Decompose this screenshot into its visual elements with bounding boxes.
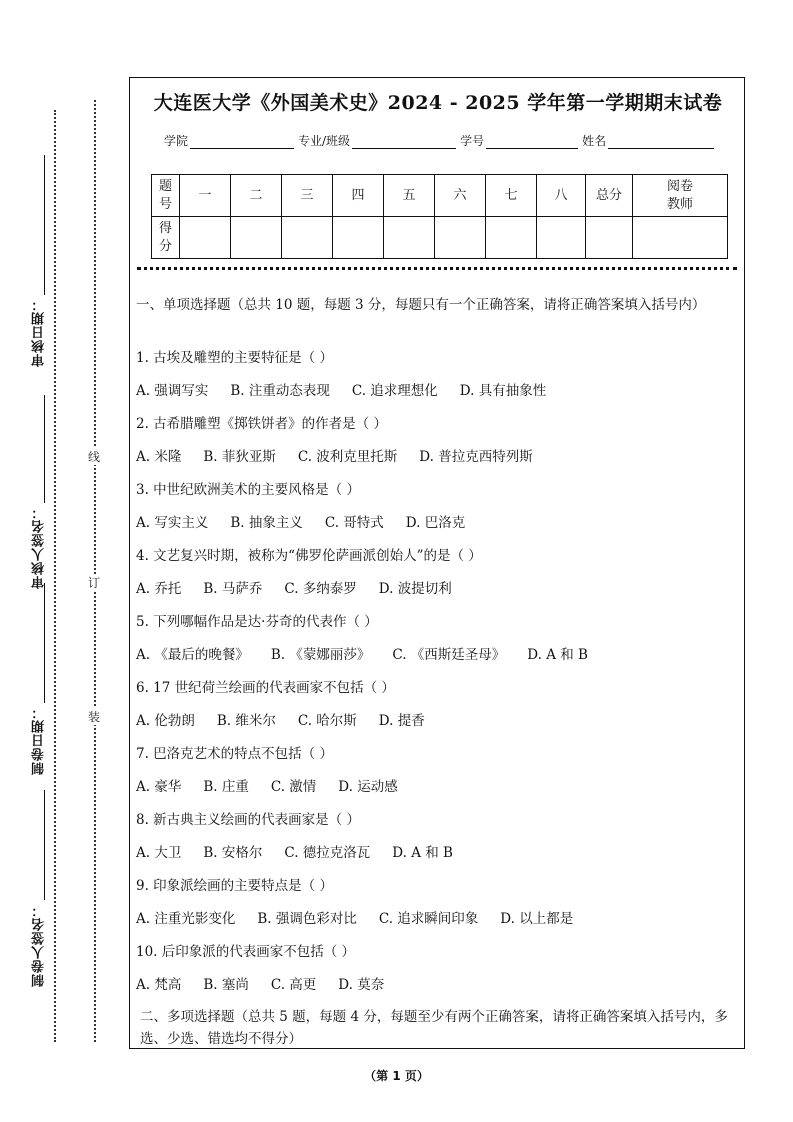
option[interactable]: A. 注重光影变化: [136, 911, 236, 927]
option[interactable]: C. 追求理想化: [351, 383, 438, 399]
option[interactable]: A. 米隆: [136, 449, 182, 465]
major-class-label: 专业/班级: [298, 134, 351, 148]
score-cell[interactable]: [384, 217, 435, 259]
score-cell[interactable]: [231, 217, 282, 259]
bind-char-staple: 订: [88, 576, 101, 590]
option[interactable]: A. 伦勃朗: [136, 713, 195, 729]
bind-char-bind: 装: [88, 710, 101, 724]
score-table-score-row: [152, 217, 728, 259]
option[interactable]: B. 强调色彩对比: [257, 911, 357, 927]
question-7-options: [136, 775, 420, 795]
score-table-header-row: [152, 175, 728, 217]
student-id-field[interactable]: [486, 134, 578, 149]
option[interactable]: D. 普拉克西特列斯: [419, 449, 533, 465]
option[interactable]: B. 《蒙娜丽莎》: [270, 647, 371, 663]
option[interactable]: D. 波提切利: [378, 581, 452, 597]
total-score-header: 总分: [586, 175, 633, 217]
option[interactable]: B. 抽象主义: [230, 515, 303, 531]
student-info-row: [164, 132, 718, 149]
college-label: 学院: [164, 134, 189, 148]
option[interactable]: D. 提香: [378, 713, 425, 729]
option[interactable]: A. 豪华: [136, 779, 182, 795]
option[interactable]: C. 追求瞬间印象: [378, 911, 479, 927]
dotted-separator: [137, 267, 737, 270]
section1-heading: 一、单项选择题（总共 10 题，每题 3 分，每题只有一个正确答案，请将正确答案填入括号内）: [136, 297, 706, 313]
question-8: 8. 新古典主义绘画的代表画家是（ ）: [136, 812, 360, 828]
option[interactable]: A. 《最后的晚餐》: [136, 647, 249, 663]
total-score-cell[interactable]: [586, 217, 633, 259]
option[interactable]: C. 波利克里托斯: [297, 449, 398, 465]
option[interactable]: D. 运动感: [338, 779, 398, 795]
score-col-header: 一: [180, 175, 231, 217]
question-3-options: [136, 511, 487, 531]
option[interactable]: B. 庄重: [203, 779, 249, 795]
option[interactable]: A. 乔托: [136, 581, 182, 597]
question-5: 5. 下列哪幅作品是达·芬奇的代表作（ ）: [136, 614, 378, 630]
binding-dotted-line: [94, 100, 96, 1042]
maker-date-line: [44, 583, 45, 703]
option[interactable]: D. 莫奈: [338, 977, 385, 993]
option[interactable]: C. 德拉克洛瓦: [284, 845, 371, 861]
option[interactable]: B. 维米尔: [216, 713, 276, 729]
score-col-header: 八: [537, 175, 586, 217]
option[interactable]: A. 梵高: [136, 977, 182, 993]
option[interactable]: C. 高更: [270, 977, 317, 993]
exam-frame: [129, 77, 745, 1049]
name-label: 姓名: [582, 134, 607, 148]
question-7: 7. 巴洛克艺术的特点不包括（ ）: [136, 746, 333, 762]
reviewer-date-label: 审核日期：: [32, 297, 47, 367]
option[interactable]: D. 以上都是: [500, 911, 574, 927]
score-col-header: 三: [282, 175, 333, 217]
question-1-options: [136, 379, 568, 399]
section2-heading: 二、多项选择题（总共 5 题，每题 4 分，每题至少有两个正确答案，请将正确答案填入括号内，多选、少选、错选均不得分）: [140, 1009, 728, 1047]
score-col-header: 四: [333, 175, 384, 217]
maker-date-label: 制卷日期：: [32, 705, 47, 775]
score-cell[interactable]: [180, 217, 231, 259]
option[interactable]: B. 注重动态表现: [230, 383, 330, 399]
score-cell[interactable]: [537, 217, 586, 259]
question-8-options: [136, 841, 475, 861]
option[interactable]: A. 大卫: [136, 845, 182, 861]
question-10: 10. 后印象派的代表画家不包括（ ）: [136, 944, 356, 960]
student-id-label: 学号: [460, 134, 485, 148]
question-10-options: [136, 973, 406, 993]
score-col-header: 七: [486, 175, 537, 217]
score-col-header: 五: [384, 175, 435, 217]
option[interactable]: B. 菲狄亚斯: [203, 449, 276, 465]
score-cell[interactable]: [435, 217, 486, 259]
reviewer-sign-label: 审核人签名：: [32, 505, 47, 589]
question-9-options: [136, 907, 595, 927]
option[interactable]: A. 写实主义: [136, 515, 209, 531]
question-2-options: [136, 445, 555, 465]
option[interactable]: C. 《西斯廷圣母》: [392, 647, 506, 663]
question-5-options: [136, 643, 610, 663]
score-col-header: 六: [435, 175, 486, 217]
reviewer-cell[interactable]: [633, 217, 728, 259]
option[interactable]: D. A 和 B: [527, 647, 588, 663]
question-3: 3. 中世纪欧洲美术的主要风格是（ ）: [136, 482, 360, 498]
bind-char-line: 线: [88, 450, 101, 464]
maker-sign-label: 制卷人签名：: [32, 903, 47, 987]
option[interactable]: C. 哥特式: [324, 515, 384, 531]
question-2: 2. 古希腊雕塑《掷铁饼者》的作者是（ ）: [136, 416, 387, 432]
question-number-header: 题 号: [152, 175, 180, 217]
reviewer-date-line: [44, 155, 45, 295]
maker-sign-line: [44, 790, 45, 900]
question-9: 9. 印象派绘画的主要特点是（ ）: [136, 878, 333, 894]
option[interactable]: D. 具有抽象性: [459, 383, 547, 399]
option[interactable]: C. 激情: [270, 779, 317, 795]
option[interactable]: B. 塞尚: [203, 977, 249, 993]
score-table: [151, 174, 728, 259]
reviewer-header: 阅卷 教师: [633, 175, 728, 217]
option[interactable]: B. 马萨乔: [203, 581, 263, 597]
question-4-options: [136, 577, 474, 597]
question-4: 4. 文艺复兴时期，被称为“佛罗伦萨画派创始人”的是（ ）: [136, 548, 482, 564]
score-col-header: 二: [231, 175, 282, 217]
question-6: 6. 17 世纪荷兰绘画的代表画家不包括（ ）: [136, 680, 395, 696]
option[interactable]: C. 多纳泰罗: [284, 581, 357, 597]
question-6-options: [136, 709, 447, 729]
college-field[interactable]: [190, 134, 294, 149]
page-number: （第 1 页）: [364, 1069, 429, 1083]
option[interactable]: B. 安格尔: [203, 845, 263, 861]
score-row-label: 得 分: [152, 217, 180, 259]
option[interactable]: C. 哈尔斯: [297, 713, 357, 729]
score-cell[interactable]: [282, 217, 333, 259]
question-1: 1. 古埃及雕塑的主要特征是（ ）: [136, 350, 333, 366]
option[interactable]: A. 强调写实: [136, 383, 209, 399]
score-cell[interactable]: [333, 217, 384, 259]
option[interactable]: D. 巴洛克: [405, 515, 466, 531]
score-cell[interactable]: [486, 217, 537, 259]
binding-dotted-line: [54, 110, 56, 1042]
exam-title: 大连医大学《外国美术史》2024 - 2025 学年第一学期期末试卷: [153, 92, 723, 114]
major-class-field[interactable]: [352, 134, 456, 149]
name-field[interactable]: [608, 134, 714, 149]
option[interactable]: D. A 和 B: [392, 845, 453, 861]
reviewer-sign-line: [44, 395, 45, 503]
